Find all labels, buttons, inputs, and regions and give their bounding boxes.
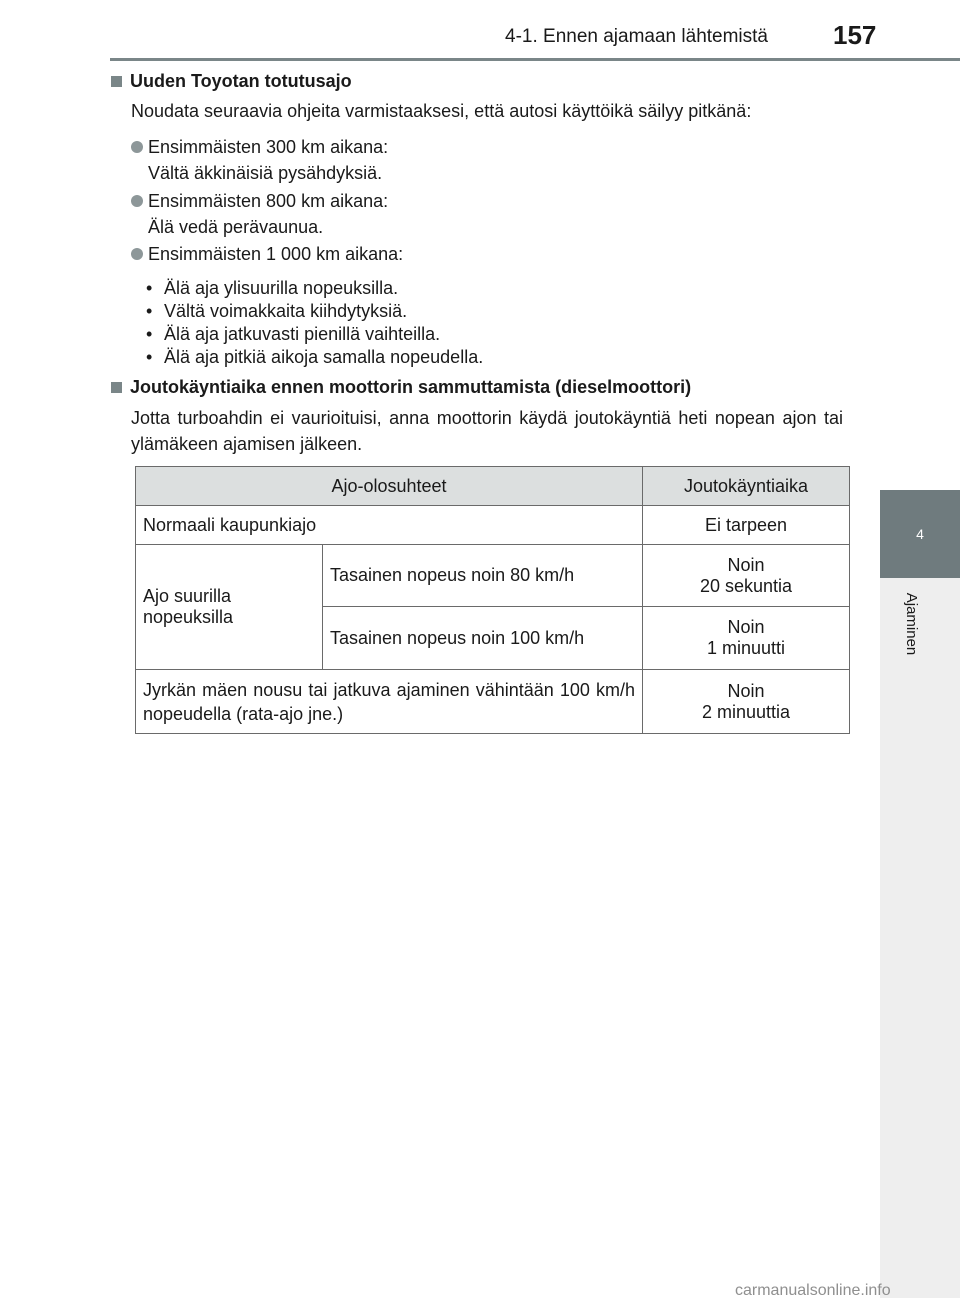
time-line: Noin (727, 554, 765, 575)
sub-list-item: • Älä aja pitkiä aikoja samalla nopeudella. (146, 347, 484, 367)
sub-list-text: Vältä voimakkaita kiihdytyksiä. (164, 301, 408, 321)
round-bullet-icon (131, 141, 143, 153)
column-header: Ajo-olosuhteet (136, 467, 643, 506)
sub-list-item: • Älä aja jatkuvasti pienillä vaihteilla. (146, 324, 441, 344)
intro-paragraph: Noudata seuraavia ohjeita varmistaaksesi, että autosi käyttöikä säilyy pitkänä: (131, 101, 752, 121)
idle-time-table (135, 466, 850, 734)
square-bullet-icon (111, 76, 122, 87)
chapter-number: 4 (916, 526, 924, 542)
table-row (136, 506, 850, 545)
time-line: 2 minuuttia (701, 701, 791, 722)
watermark: carmanualsonline.info (735, 1282, 891, 1299)
condition-cell: Jyrkän mäen nousu tai jatkuva ajaminen vähintään 100 km/h nopeudella (rata-ajo jne.) (136, 670, 643, 734)
section-heading-break-in (111, 71, 352, 92)
time-cell (643, 607, 850, 670)
time-line: Noin (727, 680, 765, 701)
chapter-tab[interactable] (880, 490, 960, 578)
round-bullet-icon (131, 195, 143, 207)
time-cell: Ei tarpeen (643, 506, 850, 545)
list-item-line: Vältä äkkinäisiä pysähdyksiä. (148, 163, 383, 183)
column-header: Joutokäyntiaika (643, 467, 850, 506)
list-item-line: Ensimmäisten 800 km aikana: (148, 191, 389, 211)
chapter-strip (880, 578, 960, 1298)
time-line: 1 minuutti (706, 638, 786, 658)
chapter-label: Ajaminen (903, 592, 920, 656)
list-item (131, 134, 388, 186)
time-line: Noin (727, 617, 765, 637)
sub-list-text: Älä aja jatkuvasti pienillä vaihteilla. (164, 324, 441, 344)
group-label-cell: Ajo suurilla nopeuksilla (136, 545, 323, 670)
sub-list-text: Älä aja pitkiä aikoja samalla nopeudella. (164, 347, 484, 367)
sub-list-text: Älä aja ylisuurilla nopeuksilla. (164, 278, 399, 298)
header-divider (110, 58, 960, 61)
time-cell (643, 670, 850, 734)
list-item-line: Ensimmäisten 300 km aikana: (148, 137, 389, 157)
sub-list (146, 277, 483, 369)
sub-list-item: • Vältä voimakkaita kiihdytyksiä. (146, 301, 408, 321)
list-item-line: Älä vedä perävaunua. (148, 217, 324, 237)
table-row (136, 545, 850, 607)
condition-cell: Tasainen nopeus noin 100 km/h (323, 607, 643, 670)
table-row (136, 670, 850, 734)
table-header-row (136, 467, 850, 506)
section-title: 4-1. Ennen ajamaan lähtemistä (505, 26, 768, 47)
list-item (131, 188, 388, 240)
list-item-line: Ensimmäisten 1 000 km aikana: (148, 244, 404, 264)
condition-cell: Tasainen nopeus noin 80 km/h (323, 545, 643, 607)
section-heading-idle-time (111, 377, 691, 398)
condition-cell: Normaali kaupunkiajo (136, 506, 643, 545)
square-bullet-icon (111, 382, 122, 393)
heading-text: Joutokäyntiaika ennen moottorin sammuttamista (dieselmoottori) (130, 377, 692, 397)
time-line: 20 sekuntia (699, 575, 793, 596)
sub-list-item: • Älä aja ylisuurilla nopeuksilla. (146, 278, 399, 298)
round-bullet-icon (131, 248, 143, 260)
body-paragraph: Jotta turboahdin ei vaurioituisi, anna moottorin käydä joutokäyntiä heti nopean ajon tai ylämäkeen ajamisen jälkeen. (131, 408, 843, 454)
page-number: 157 (833, 20, 877, 50)
time-cell (643, 545, 850, 607)
list-item (131, 241, 403, 267)
heading-text: Uuden Toyotan totutusajo (130, 71, 352, 91)
